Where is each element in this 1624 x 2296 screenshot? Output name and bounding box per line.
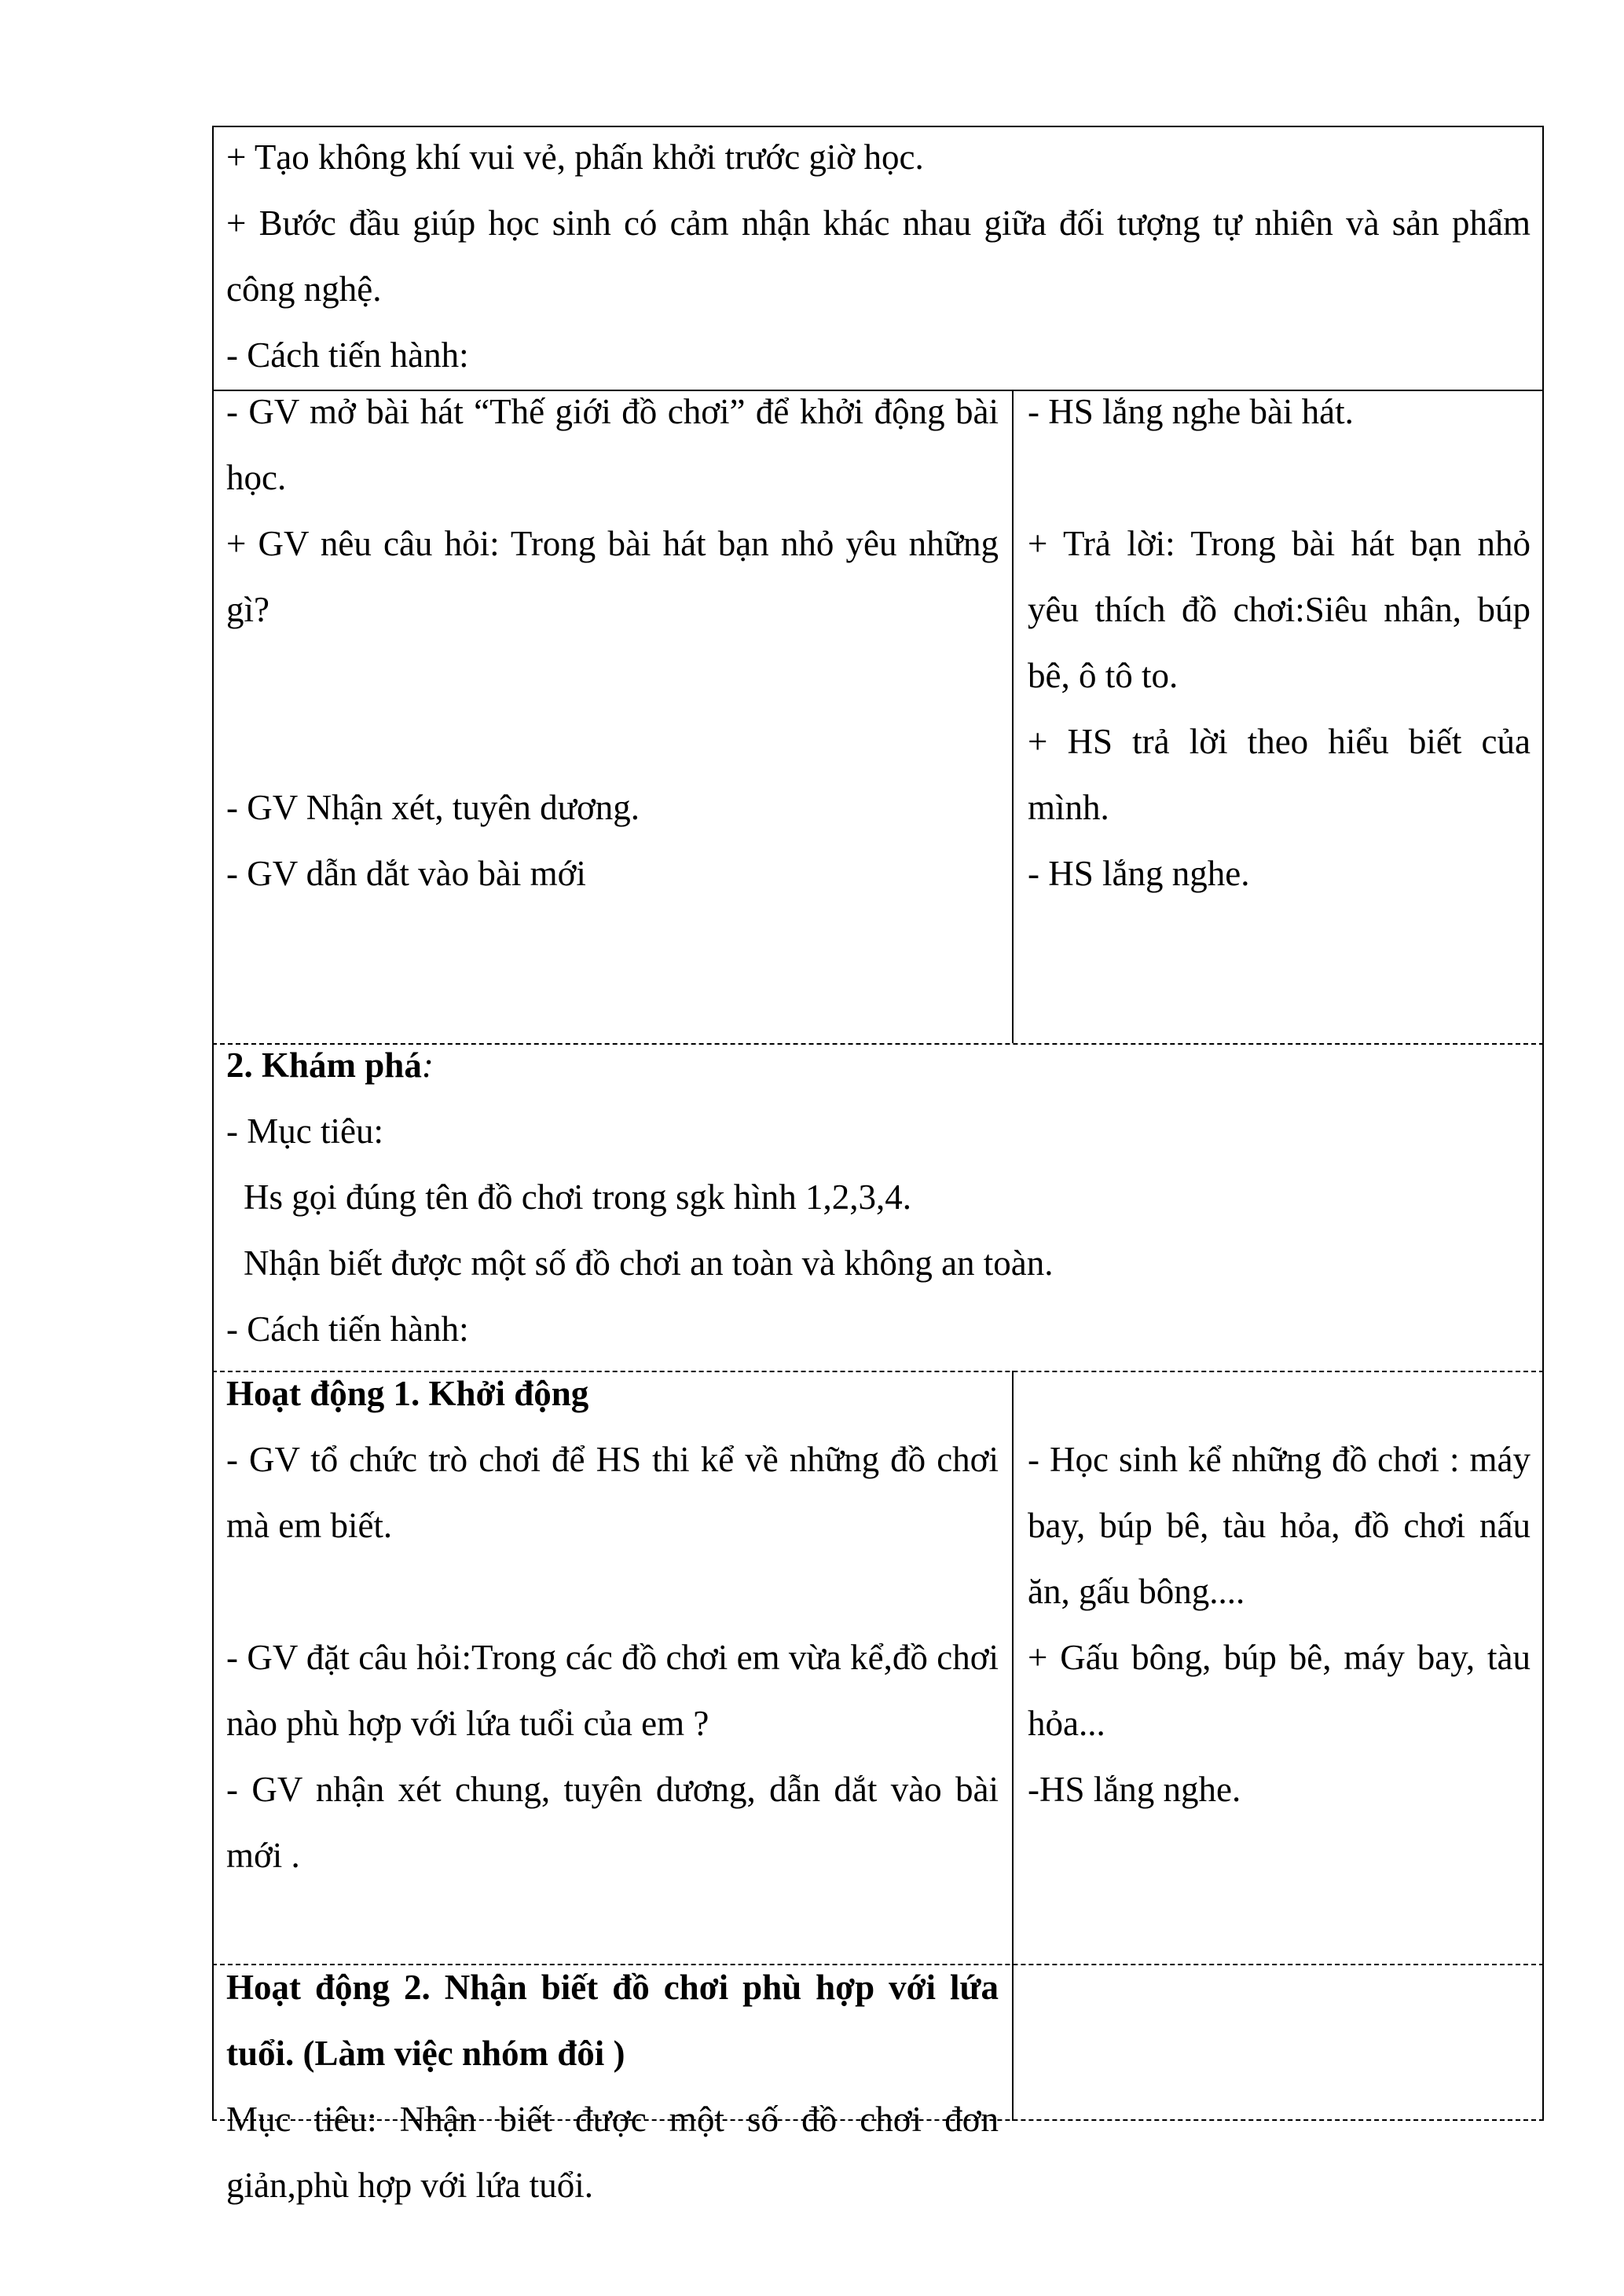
table-border-right [1542,126,1544,2121]
method-label: - Cách tiến hành: [226,335,469,375]
activity2-teacher-cell [226,1954,999,2218]
warmup-teacher-cell [226,379,999,906]
lesson-plan-table [212,126,1544,2205]
activity1-student-step-1: - Học sinh kể những đồ chơi : máy bay, búp bê, tàu hỏa, đồ chơi nấu ăn, gấu bông.... [1028,1440,1531,1611]
column-divider-2 [1012,1371,1014,2121]
student-step-4: - HS lắng nghe. [1028,854,1250,893]
activity1-title: Hoạt động 1. Khởi động [226,1374,589,1413]
explore-block [226,1032,1531,1362]
activity1-teacher-step-3: - GV nhận xét chung, tuyên dương, dẫn dắt vào bài mới . [226,1770,999,1875]
objective-line-2: + Bước đầu giúp học sinh có cảm nhận khác nhau giữa đối tượng tự nhiên và sản phẩm công nghệ. [226,203,1531,309]
goal-line-1: Hs gọi đúng tên đồ chơi trong sgk hình 1,2,3,4. [244,1177,912,1217]
teacher-step-4: - GV dẫn dắt vào bài mới [226,854,586,893]
objectives-block [226,124,1531,388]
teacher-step-2: + GV nêu câu hỏi: Trong bài hát bạn nhỏ yêu những gì? [226,524,999,629]
activity2-goal: Mục tiêu: Nhận biết được một số đồ chơi đơn giản,phù hợp với lứa tuổi. [226,2100,999,2205]
activity1-student-step-2: + Gấu bông, búp bê, máy bay, tàu hỏa... [1028,1638,1531,1743]
activity1-student-cell [1028,1426,1531,1822]
goal-line-2: Nhận biết được một số đồ chơi an toàn và không an toàn. [244,1243,1054,1283]
table-border-left [212,126,214,2121]
student-step-3: + HS trả lời theo hiểu biết của mình. [1028,722,1531,827]
column-divider-1 [1012,390,1014,1043]
activity2-title: Hoạt động 2. Nhận biết đồ chơi phù hợp với lứa tuổi. (Làm việc nhóm đôi ) [226,1968,999,2073]
activity1-teacher-step-2: - GV đặt câu hỏi:Trong các đồ chơi em vừa kể,đồ chơi nào phù hợp với lứa tuổi của em ? [226,1638,999,1743]
warmup-student-cell [1028,379,1531,906]
goal-label: - Mục tiêu: [226,1111,383,1151]
explore-heading-suffix: : [421,1045,434,1085]
explore-heading [226,1032,1531,1098]
teacher-step-3: - GV Nhận xét, tuyên dương. [226,788,640,827]
method-label-2: - Cách tiến hành: [226,1309,469,1349]
explore-heading-text: 2. Khám phá [226,1045,422,1085]
activity1-teacher-step-1: - GV tổ chức trò chơi để HS thi kể về những đồ chơi mà em biết. [226,1440,999,1545]
teacher-step-1: - GV mở bài hát “Thế giới đồ chơi” để khởi động bài học. [226,392,999,497]
objective-line-1: + Tạo không khí vui vẻ, phấn khởi trước giờ học. [226,137,924,177]
activity1-student-step-3: -HS lắng nghe. [1028,1770,1241,1809]
student-step-2: + Trả lời: Trong bài hát bạn nhỏ yêu thích đồ chơi:Siêu nhân, búp bê, ô tô to. [1028,524,1531,695]
activity1-teacher-cell [226,1360,999,1888]
student-step-1: - HS lắng nghe bài hát. [1028,392,1354,431]
